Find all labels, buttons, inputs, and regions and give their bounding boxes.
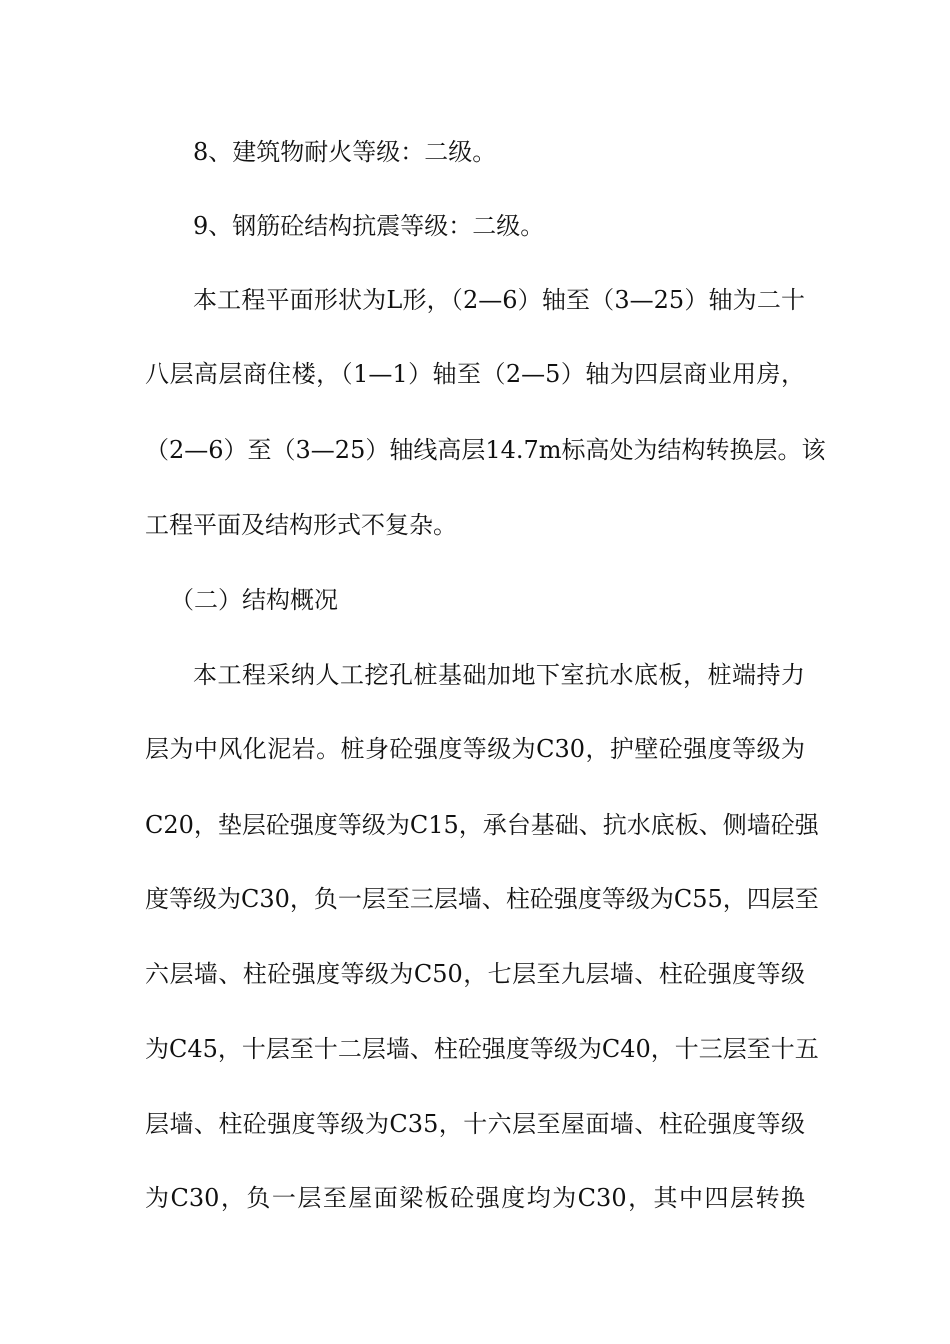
paragraph-line: 工程平面及结构形式不复杂。 xyxy=(145,511,457,539)
item-seismic-rating: 9、钢筋砼结构抗震等级：二级。 xyxy=(193,212,545,240)
paragraph-line: 为C45，十层至十二层墙、柱砼强度等级为C40，十三层至十五 xyxy=(145,1035,819,1063)
paragraph-line: 层墙、柱砼强度等级为C35，十六层至屋面墙、柱砼强度等级 xyxy=(145,1110,805,1138)
paragraph-line: 层为中风化泥岩。桩身砼强度等级为C30，护壁砼强度等级为 xyxy=(145,735,805,763)
paragraph-line: 六层墙、柱砼强度等级为C50，七层至九层墙、柱砼强度等级 xyxy=(145,960,805,988)
paragraph-line: C20，垫层砼强度等级为C15，承台基础、抗水底板、侧墙砼强 xyxy=(145,811,819,839)
paragraph-line: 本工程平面形状为L形，（2—6）轴至（3—25）轴为二十 xyxy=(193,286,805,314)
paragraph-line: （2—6）至（3—25）轴线高层14.7m标高处为结构转换层。该 xyxy=(145,436,826,464)
paragraph-line: 八层高层商住楼，（1—1）轴至（2—5）轴为四层商业用房， xyxy=(145,360,805,388)
paragraph-line: 本工程采纳人工挖孔桩基础加地下室抗水底板，桩端持力 xyxy=(193,661,805,689)
paragraph-line: 度等级为C30，负一层至三层墙、柱砼强度等级为C55，四层至 xyxy=(145,885,819,913)
paragraph-line: 为C30，负一层至屋面梁板砼强度均为C30，其中四层转换 xyxy=(145,1184,805,1212)
item-fire-rating: 8、建筑物耐火等级：二级。 xyxy=(193,138,497,166)
section-heading: （二）结构概况 xyxy=(170,586,338,614)
